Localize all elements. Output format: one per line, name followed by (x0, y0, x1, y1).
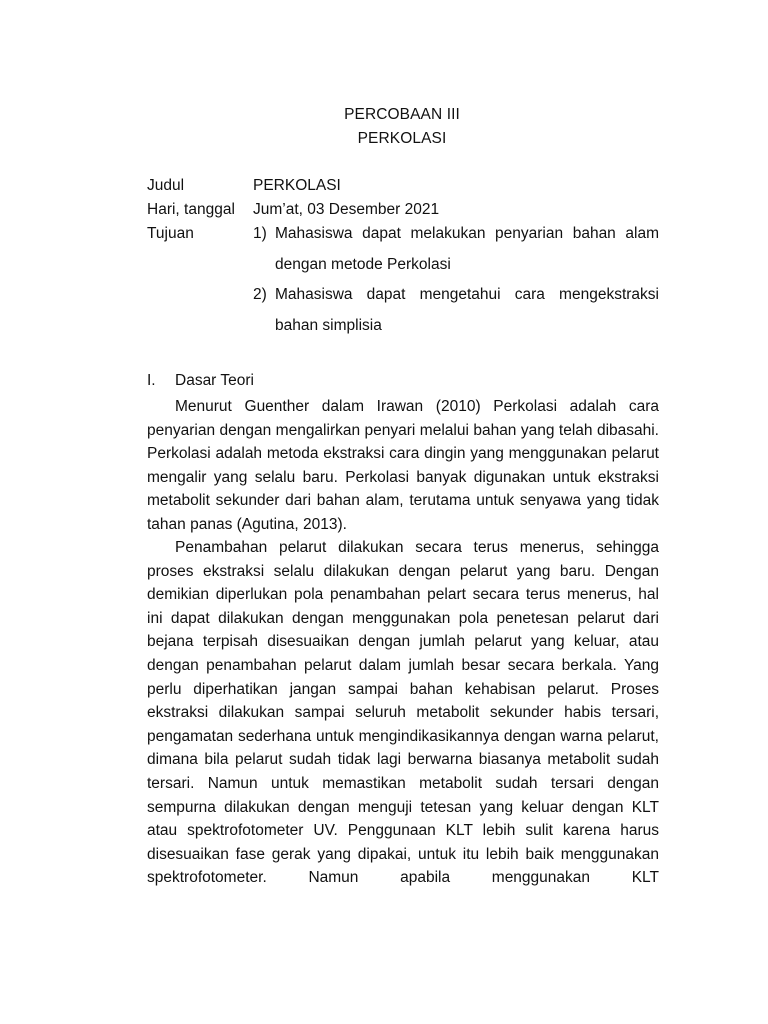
section-number: I. (147, 372, 156, 389)
paragraph: Penambahan pelarut dilakukan secara terus menerus, sehingga proses ekstraksi selalu dilakukan dengan pelarut yang baru. Dengan demikian diperlukan pola penambahan pelart secara terus menerus, hal ini dapat dilakukan dengan menggunakan pola penetesan pelarut dari bejana terpisah disesuaikan dengan jumlah pelarut yang keluar, atau dengan penambahan pelarut dalam jumlah besar secara berkala. Yang perlu diperhatikan jangan sampai bahan kehabisan pelarut. Proses ekstraksi dilakukan sampai seluruh metabolit sekunder habis tersari, pengamatan sederhana untuk mengindikasikannya dengan warna pelarut, dimana bila pelarut sudah tidak lagi berwarna biasanya metabolit sudah tersari. Namun untuk memastikan metabolit sudah tersari dengan sempurna dilakukan dengan menguji tetesan yang keluar dengan KLT atau spektrofotometer UV. Penggunaan KLT lebih sulit karena harus disesuaikan fase gerak yang dipakai, untuk itu lebih baik menggunakan spektrofotometer. Namun apabila menggunakan KLT (147, 539, 659, 887)
goal-number: 2) (253, 286, 267, 303)
tanggal-label: Hari, tanggal (147, 201, 235, 218)
section-heading: Dasar Teori (175, 372, 254, 389)
document-subtitle: PERKOLASI (357, 130, 447, 147)
tujuan-label: Tujuan (147, 225, 194, 242)
document-title: PERCOBAAN III (344, 106, 460, 123)
paragraph-block (147, 395, 659, 537)
judul-label: Judul (147, 177, 185, 194)
goal-text-line: Mahasiswa dapat melakukan penyarian bahan alam (275, 225, 659, 242)
paragraph: Menurut Guenther dalam Irawan (2010) Perkolasi adalah cara penyarian dengan mengalirkan penyari melalui bahan yang telah dibasahi. Perkolasi adalah metoda ekstraksi cara dingin yang menggunakan pelarut mengalir yang selalu baru. Perkolasi banyak digunakan untuk ekstraksi metabolit sekunder dari bahan alam, terutama untuk senyawa yang tidak tahan panas (Agutina, 2013). (147, 398, 659, 533)
goal-text-line: dengan metode Perkolasi (275, 256, 451, 273)
goal-text-line: bahan simplisia (275, 317, 382, 334)
goal-text-line: Mahasiswa dapat mengetahui cara mengekstraksi (275, 286, 659, 303)
paragraph-block (147, 536, 659, 890)
judul-value: PERKOLASI (253, 177, 341, 194)
goal-number: 1) (253, 225, 267, 242)
tanggal-value: Jum’at, 03 Desember 2021 (253, 201, 440, 218)
